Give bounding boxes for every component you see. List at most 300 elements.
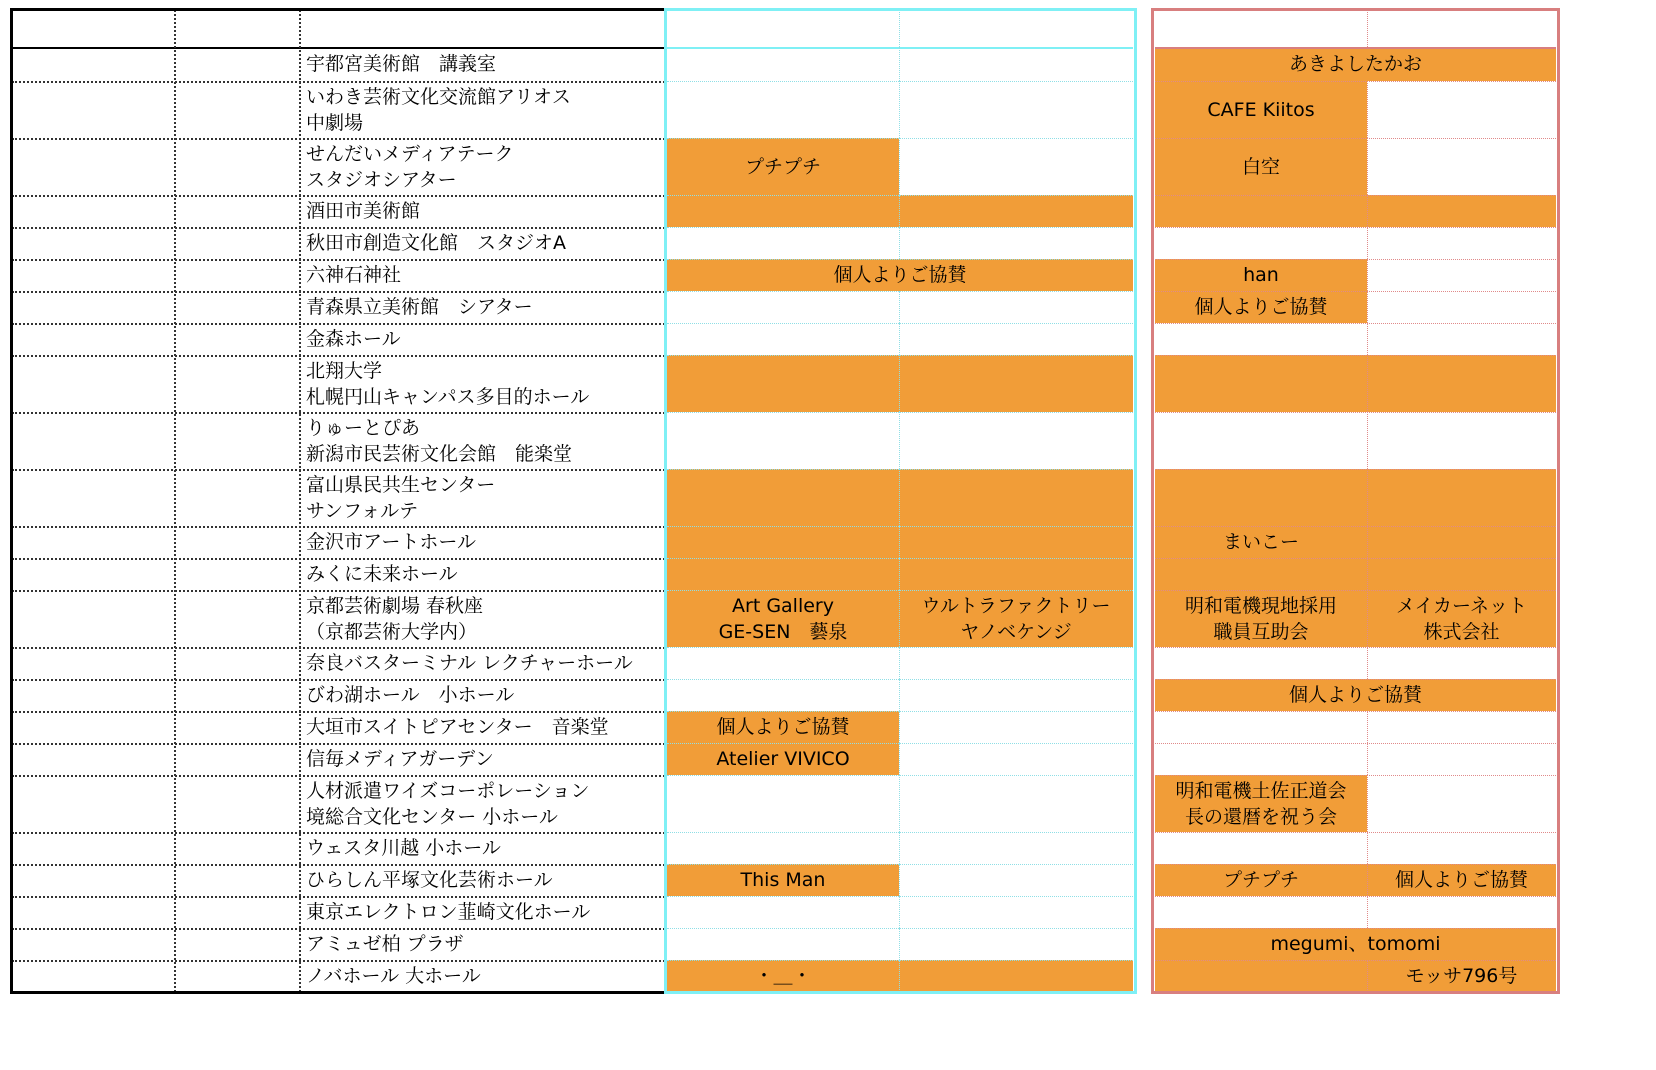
row-venue <box>299 355 666 412</box>
cell-text-line: ・＿・ <box>754 965 812 987</box>
grid-line <box>12 81 665 83</box>
row-venue <box>299 928 666 960</box>
cell-text-line: 奈良バスターミナル レクチャーホール <box>306 652 633 674</box>
grid-line <box>899 81 900 138</box>
row-venue <box>299 81 666 138</box>
header-ra <box>1155 10 1367 47</box>
grid-line <box>899 469 900 526</box>
row-date <box>12 47 174 81</box>
grid-line <box>1367 412 1368 469</box>
sponsor-cell <box>1367 558 1556 590</box>
sponsor-cell <box>899 960 1133 992</box>
grid-line <box>899 47 900 81</box>
grid-line <box>667 526 1133 527</box>
cell-text-line: 人材派遣ワイズコーポレーション <box>306 779 590 802</box>
grid-line <box>899 647 900 679</box>
sponsor-cell <box>1155 195 1367 227</box>
cell-text-line: ひらしん平塚文化芸術ホール <box>306 869 553 891</box>
grid-line <box>1367 590 1368 647</box>
grid-line <box>667 743 1133 744</box>
grid-line <box>667 259 1133 260</box>
grid-line <box>1155 743 1556 744</box>
sponsor-cell <box>1155 928 1556 960</box>
sponsor-cell <box>1155 960 1367 992</box>
cell-text-line: 個人よりご協賛 <box>716 716 850 738</box>
grid-line <box>667 412 1133 413</box>
grid-line <box>667 291 1133 292</box>
cell-text-line: 個人よりご協賛 <box>1288 684 1422 706</box>
cell-text-line: 個人よりご協賛 <box>1194 296 1328 318</box>
row-prefecture <box>174 647 299 679</box>
grid-line <box>667 711 1133 712</box>
row-date <box>12 960 174 992</box>
grid-line <box>667 469 1133 470</box>
row-prefecture <box>174 558 299 590</box>
header-rb <box>1367 10 1556 47</box>
grid-line <box>1367 743 1368 775</box>
cell-text-line: ノバホール 大ホール <box>306 965 481 987</box>
row-prefecture <box>174 291 299 323</box>
cell-text-line: メイカーネット <box>1395 594 1528 617</box>
cell-text-line: 個人よりご協賛 <box>1394 869 1528 891</box>
row-venue <box>299 775 666 832</box>
sponsor-cell <box>899 195 1133 227</box>
grid-line <box>667 81 1133 82</box>
grid-line <box>899 832 900 864</box>
row-prefecture <box>174 227 299 259</box>
row-prefecture <box>174 259 299 291</box>
grid-line <box>667 864 1133 865</box>
sponsor-cell <box>899 355 1133 412</box>
cell-text-line: 長の還暦を祝う会 <box>1184 805 1337 828</box>
sponsor-cell <box>1367 355 1556 412</box>
grid-line <box>1155 832 1556 833</box>
row-prefecture <box>174 526 299 558</box>
row-prefecture <box>174 679 299 711</box>
grid-line <box>1155 526 1556 527</box>
cell-text-line: 酒田市美術館 <box>306 200 421 222</box>
grid-line <box>12 227 665 229</box>
grid-line <box>1155 138 1556 139</box>
row-date <box>12 355 174 412</box>
grid-line <box>12 647 665 649</box>
grid-line <box>1367 291 1368 323</box>
grid-line <box>899 711 900 743</box>
row-prefecture <box>174 832 299 864</box>
cell-text-line: サンフォルテ <box>306 499 419 522</box>
cell-text-line: 信毎メディアガーデン <box>306 748 494 770</box>
sponsor-cell <box>667 195 899 227</box>
sponsor-cell <box>1367 590 1556 647</box>
row-venue <box>299 259 666 291</box>
cell-text-line: megumi、tomomi <box>1270 933 1441 955</box>
grid-line <box>1367 647 1368 679</box>
sponsor-cell <box>1155 864 1367 896</box>
row-prefecture <box>174 960 299 992</box>
grid-line <box>1155 647 1556 648</box>
row-prefecture <box>174 412 299 469</box>
grid-line <box>1155 558 1556 559</box>
sponsor-cell <box>899 590 1133 647</box>
cell-text-line: 富山県民共生センター <box>306 473 496 496</box>
row-date <box>12 469 174 526</box>
cell-text-line: 青森県立美術館 シアター <box>306 296 533 318</box>
grid-line <box>1367 711 1368 743</box>
row-date <box>12 896 174 928</box>
grid-line <box>899 679 900 711</box>
row-venue <box>299 195 666 227</box>
grid-line <box>12 743 665 745</box>
cell-text-line: 株式会社 <box>1423 620 1500 643</box>
sponsor-cell <box>1155 47 1556 81</box>
row-date <box>12 775 174 832</box>
cell-text-line: 個人よりご協賛 <box>833 264 967 286</box>
grid-line <box>12 526 665 528</box>
row-prefecture <box>174 590 299 647</box>
cell-text-line: 北翔大学 <box>306 359 383 382</box>
header-pb <box>899 10 1133 47</box>
grid-line <box>1367 896 1368 928</box>
grid-line <box>899 960 900 992</box>
grid-line <box>1155 679 1556 680</box>
cell-text-line: モッサ796号 <box>1405 965 1518 987</box>
cell-text-line: 京都芸術劇場 春秋座 <box>306 594 484 617</box>
grid-line <box>667 832 1133 833</box>
header-pa <box>667 10 899 47</box>
header-date <box>12 10 174 47</box>
grid-line <box>12 711 665 713</box>
sponsor-cell <box>1155 526 1367 558</box>
row-venue <box>299 864 666 896</box>
row-prefecture <box>174 138 299 195</box>
cell-text-line: アミュゼ柏 プラザ <box>306 933 464 955</box>
cell-text-line: This Man <box>740 869 826 891</box>
cell-text-line: Atelier VIVICO <box>716 748 850 770</box>
grid-line <box>1367 526 1368 558</box>
grid-line <box>667 679 1133 680</box>
header-venue <box>299 10 663 47</box>
grid-line <box>299 10 301 992</box>
row-venue <box>299 896 666 928</box>
row-date <box>12 711 174 743</box>
sponsor-cell <box>1155 259 1367 291</box>
grid-line <box>899 355 900 412</box>
grid-line <box>12 195 665 197</box>
grid-line <box>899 291 900 323</box>
row-venue <box>299 647 666 679</box>
sponsor-cell <box>667 711 899 743</box>
cell-text-line: 金森ホール <box>306 328 401 350</box>
grid-line <box>1367 195 1368 227</box>
sponsor-cell <box>1155 355 1367 412</box>
grid-line <box>899 558 900 590</box>
grid-line <box>899 896 900 928</box>
grid-line <box>667 47 1133 49</box>
grid-line <box>899 864 900 896</box>
row-date <box>12 743 174 775</box>
row-venue <box>299 412 666 469</box>
row-prefecture <box>174 195 299 227</box>
row-prefecture <box>174 775 299 832</box>
row-venue <box>299 832 666 864</box>
cell-text-line: プチプチ <box>744 155 821 178</box>
grid-line <box>1155 590 1556 591</box>
grid-line <box>1367 355 1368 412</box>
row-venue <box>299 590 666 647</box>
row-venue <box>299 526 666 558</box>
grid-line <box>1155 412 1556 413</box>
grid-line <box>899 526 900 558</box>
cell-text-line: 東京エレクトロン韮崎文化ホール <box>306 901 591 923</box>
sponsor-cell <box>667 469 899 526</box>
grid-line <box>1367 227 1368 259</box>
sponsor-cell <box>667 526 899 558</box>
cell-text-line: せんだいメディアテーク <box>306 142 514 165</box>
grid-line <box>1367 259 1368 291</box>
grid-line <box>1155 291 1556 292</box>
cell-text-line: 新潟市民芸術文化会館 能楽堂 <box>306 442 573 465</box>
sponsor-cell <box>667 864 899 896</box>
grid-line <box>12 558 665 560</box>
grid-line <box>899 10 900 47</box>
cell-text-line: 職員互助会 <box>1213 620 1309 643</box>
grid-line <box>1155 864 1556 865</box>
row-venue <box>299 711 666 743</box>
row-venue <box>299 47 666 81</box>
grid-line <box>1155 711 1556 712</box>
cell-text-line: 六神石神社 <box>306 264 402 286</box>
row-venue <box>299 138 666 195</box>
row-date <box>12 291 174 323</box>
grid-line <box>899 590 900 647</box>
row-date <box>12 323 174 355</box>
row-date <box>12 195 174 227</box>
row-venue <box>299 227 666 259</box>
row-prefecture <box>174 743 299 775</box>
cell-text-line: CAFE Kiitos <box>1207 98 1315 121</box>
grid-line <box>899 138 900 195</box>
cell-text-line: Art Gallery <box>732 594 834 617</box>
cell-text-line: 明和電機土佐正道会 <box>1175 779 1347 802</box>
header-prefecture <box>174 10 299 47</box>
sponsor-cell <box>1367 526 1556 558</box>
grid-line <box>1155 469 1556 470</box>
row-prefecture <box>174 928 299 960</box>
row-venue <box>299 679 666 711</box>
cell-text-line: みくに未来ホール <box>306 563 458 585</box>
row-venue <box>299 291 666 323</box>
cell-text-line: 秋田市創造文化館 スタジオA <box>306 232 566 254</box>
row-prefecture <box>174 81 299 138</box>
grid-line <box>667 227 1133 228</box>
sponsor-cell <box>1367 469 1556 526</box>
grid-line <box>12 864 665 866</box>
row-date <box>12 679 174 711</box>
grid-line <box>174 10 176 992</box>
grid-line <box>899 743 900 775</box>
row-venue <box>299 323 666 355</box>
grid-line <box>12 928 665 930</box>
grid-line <box>12 291 665 293</box>
grid-line <box>667 323 1133 324</box>
cell-text-line: 大垣市スイトピアセンター 音楽堂 <box>306 716 609 738</box>
grid-line <box>12 775 665 777</box>
row-prefecture <box>174 323 299 355</box>
grid-line <box>667 138 1133 139</box>
grid-line <box>1155 195 1556 196</box>
sponsor-cell <box>1155 138 1367 195</box>
row-date <box>12 81 174 138</box>
sponsor-cell <box>667 590 899 647</box>
sponsor-cell <box>899 469 1133 526</box>
sponsor-cell <box>1155 558 1367 590</box>
grid-line <box>12 412 665 414</box>
grid-line <box>1367 10 1368 47</box>
cell-text-line: ウェスタ川越 小ホール <box>306 837 501 859</box>
sponsor-cell <box>667 259 1133 291</box>
grid-line <box>12 960 665 962</box>
row-prefecture <box>174 896 299 928</box>
grid-line <box>1155 928 1556 929</box>
cell-text-line: 中劇場 <box>306 111 364 134</box>
row-date <box>12 412 174 469</box>
grid-line <box>1367 81 1368 138</box>
row-date <box>12 832 174 864</box>
grid-line <box>12 469 665 471</box>
cell-text-line: 宇都宮美術館 講義室 <box>306 53 497 75</box>
grid-line <box>1155 227 1556 228</box>
row-prefecture <box>174 864 299 896</box>
row-venue <box>299 469 666 526</box>
row-venue <box>299 743 666 775</box>
grid-line <box>1155 259 1556 260</box>
sponsor-cell <box>667 355 899 412</box>
row-venue <box>299 960 666 992</box>
grid-line <box>667 355 1133 356</box>
row-prefecture <box>174 711 299 743</box>
grid-line <box>667 590 1133 591</box>
grid-line <box>899 412 900 469</box>
sponsor-cell <box>667 138 899 195</box>
grid-line <box>1367 469 1368 526</box>
row-date <box>12 864 174 896</box>
grid-line <box>12 832 665 834</box>
row-date <box>12 526 174 558</box>
cell-text-line: りゅーとぴあ <box>306 416 421 439</box>
grid-line <box>1367 775 1368 832</box>
sponsor-cell <box>1155 469 1367 526</box>
grid-line <box>12 896 665 898</box>
grid-line <box>667 928 1133 929</box>
sponsor-cell <box>1155 291 1367 323</box>
grid-line <box>12 47 665 49</box>
cell-text-line: 明和電機現地採用 <box>1184 594 1337 617</box>
grid-line <box>667 960 1133 961</box>
cell-text-line: プチプチ <box>1222 869 1299 891</box>
grid-line <box>899 227 900 259</box>
cell-text-line: まいこー <box>1222 531 1299 553</box>
row-date <box>12 259 174 291</box>
grid-line <box>1367 138 1368 195</box>
cell-text-line: ヤノベケンジ <box>960 620 1072 643</box>
grid-line <box>1155 960 1556 961</box>
sponsor-cell <box>667 743 899 775</box>
row-prefecture <box>174 355 299 412</box>
grid-line <box>1155 355 1556 356</box>
sponsor-cell <box>1155 679 1556 711</box>
grid-line <box>1155 896 1556 897</box>
row-date <box>12 928 174 960</box>
row-date <box>12 590 174 647</box>
row-prefecture <box>174 469 299 526</box>
cell-text-line: あきよしたかお <box>1288 53 1422 75</box>
grid-line <box>12 323 665 325</box>
sponsor-cell <box>899 558 1133 590</box>
grid-line <box>12 259 665 261</box>
grid-line <box>899 323 900 355</box>
cell-text-line: びわ湖ホール 小ホール <box>306 684 515 706</box>
cell-text-line: 白空 <box>1241 155 1280 178</box>
grid-line <box>667 558 1133 559</box>
row-date <box>12 647 174 679</box>
row-date <box>12 138 174 195</box>
grid-line <box>1155 323 1556 324</box>
cell-text-line: GE-SEN 藝泉 <box>718 620 848 643</box>
grid-line <box>667 647 1133 648</box>
grid-line <box>1367 960 1368 992</box>
cell-text-line: （京都芸術大学内） <box>306 620 478 643</box>
row-venue <box>299 558 666 590</box>
row-date <box>12 227 174 259</box>
grid-line <box>1367 558 1368 590</box>
grid-line <box>899 775 900 832</box>
cell-text-line: スタジオシアター <box>306 168 457 191</box>
grid-line <box>1367 864 1368 896</box>
cell-text-line: 金沢市アートホール <box>306 531 477 553</box>
grid-line <box>1367 323 1368 355</box>
cell-text-line: いわき芸術文化交流館アリオス <box>306 85 571 108</box>
sponsor-cell <box>1155 81 1367 138</box>
row-date <box>12 558 174 590</box>
cell-text-line: ウルトラファクトリー <box>921 594 1111 617</box>
grid-line <box>899 195 900 227</box>
cell-text-line: 境総合文化センター 小ホール <box>306 805 558 828</box>
grid-line <box>667 775 1133 776</box>
sponsor-cell <box>1155 590 1367 647</box>
grid-line <box>667 896 1133 897</box>
sponsor-cell <box>1367 864 1556 896</box>
cell-text-line: 札幌円山キャンパス多目的ホール <box>306 385 590 408</box>
sponsor-cell <box>667 960 899 992</box>
grid-line <box>12 138 665 140</box>
sponsor-cell <box>899 526 1133 558</box>
grid-line <box>1367 832 1368 864</box>
sponsor-cell <box>1155 775 1367 832</box>
grid-line <box>1155 81 1556 82</box>
grid-line <box>1155 775 1556 776</box>
grid-line <box>1155 47 1556 49</box>
grid-line <box>667 195 1133 196</box>
sponsor-cell <box>1367 195 1556 227</box>
grid-line <box>12 590 665 592</box>
grid-line <box>899 928 900 960</box>
row-prefecture <box>174 47 299 81</box>
sponsor-cell <box>1367 960 1556 992</box>
sponsor-cell <box>667 558 899 590</box>
grid-line <box>12 355 665 357</box>
cell-text-line: han <box>1243 264 1279 286</box>
grid-line <box>12 679 665 681</box>
